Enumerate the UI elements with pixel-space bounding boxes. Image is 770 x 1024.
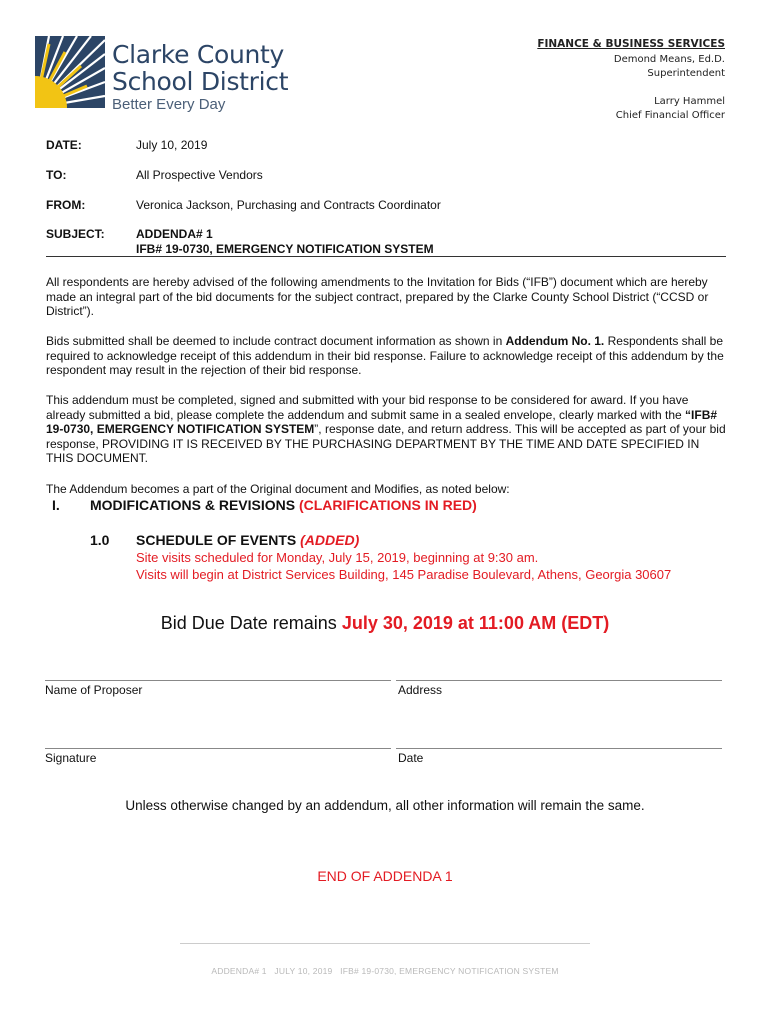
superintendent-title: Superintendent [647,68,725,79]
section-title-red: (CLARIFICATIONS IN RED) [298,497,477,513]
name-line [45,680,391,681]
acknowledge-text-b: Respondents shall be required to acknowledge receipt of this addendum in their bid response. Failure to acknowledge receipt of this addendum by the respondent may result in the rejection of their bid response. [46,334,724,377]
date-line [396,748,722,749]
bid-due-value: July 30, 2019 at 11:00 AM (EDT) [341,613,610,633]
page-footer: ADDENDA# 1 JULY 10, 2019 IFB# 19-0730, EMERGENCY NOTIFICATION SYSTEM [211,966,559,976]
district-logo-icon [35,36,105,108]
subsection-number: 1.0 [90,532,110,548]
ifb-reference: “IFB# 19-0730, EMERGENCY NOTIFICATION SYSTEM [46,407,718,436]
subject-line2: IFB# 19-0730, EMERGENCY NOTIFICATION SYSTEM [136,242,434,256]
end-of-addenda: END OF ADDENDA 1 [317,868,453,884]
section-number: I. [52,497,60,513]
sign-date-label: Date [398,751,424,765]
section-title [90,497,477,513]
intro-paragraph: All respondents are hereby advised of the following amendments to the Invitation for Bids (“IFB”) document which are hereby made an integral part of the bid documents for the subject contract, prepared by the Clarke County School District (“CCSD or District”). [46,275,709,318]
address-label: Address [398,683,443,697]
to-value: All Prospective Vendors [136,168,263,182]
signature-line [45,748,391,749]
from-label: FROM: [46,198,86,212]
bid-due-prefix: Bid Due Date remains [160,613,342,633]
cfo-title: Chief Financial Officer [615,110,725,121]
date-label: DATE: [46,138,82,152]
subsection-title-text: SCHEDULE OF EVENTS [136,532,301,548]
from-value: Veronica Jackson, Purchasing and Contracts Coordinator [136,198,441,212]
cfo-name: Larry Hammel [654,96,725,107]
submission-text-a: This addendum must be completed, signed and submitted with your bid response to be considered for award. If you have already submitted a bid, please complete the addendum and submit same in a sealed envelope, clearly marked with the [46,393,689,422]
addendum-ref: Addendum No. 1. [505,334,605,348]
submission-paragraph [46,393,726,466]
subsection-title-red: (ADDED) [300,532,360,548]
address-line [396,680,722,681]
department-heading: FINANCE & BUSINESS SERVICES [537,38,725,50]
org-name-line1: Clarke County [112,40,285,69]
superintendent-name: Demond Means, Ed.D. [613,54,725,65]
footer-divider [180,943,590,944]
date-value: July 10, 2019 [136,138,208,152]
subsection-title [136,532,359,548]
subject-divider [46,256,726,257]
name-of-proposer-label: Name of Proposer [45,683,143,697]
submission-text-b: ”, response date, and return address. This will be accepted as part of your bid response, PROVIDING IT IS RECEIVED BY THE PURCHASING DEPARTMENT BY THE TIME AND DATE SPECIFIED IN THIS DOCUMENT. [46,422,726,465]
acknowledge-text-a: Bids submitted shall be deemed to include contract document information as shown in [46,334,506,348]
subject-label: SUBJECT: [46,227,105,241]
site-visit-line2: Visits will begin at District Services Building, 145 Paradise Boulevard, Athens, Georgia 30607 [136,567,672,582]
site-visit-line1: Site visits scheduled for Monday, July 15, 2019, beginning at 9:30 am. [136,550,539,565]
section-title-text: MODIFICATIONS & REVISIONS [90,497,299,513]
org-name-line2: School District [112,67,289,96]
modifies-paragraph: The Addendum becomes a part of the Original document and Modifies, as noted below: [46,482,510,496]
closing-statement: Unless otherwise changed by an addendum, all other information will remain the same. [125,798,645,813]
subject-line1: ADDENDA# 1 [136,227,213,241]
bid-due-date [0,613,770,634]
signature-label: Signature [45,751,97,765]
org-tagline: Better Every Day [112,96,226,113]
to-label: TO: [46,168,67,182]
acknowledge-paragraph [46,334,726,378]
